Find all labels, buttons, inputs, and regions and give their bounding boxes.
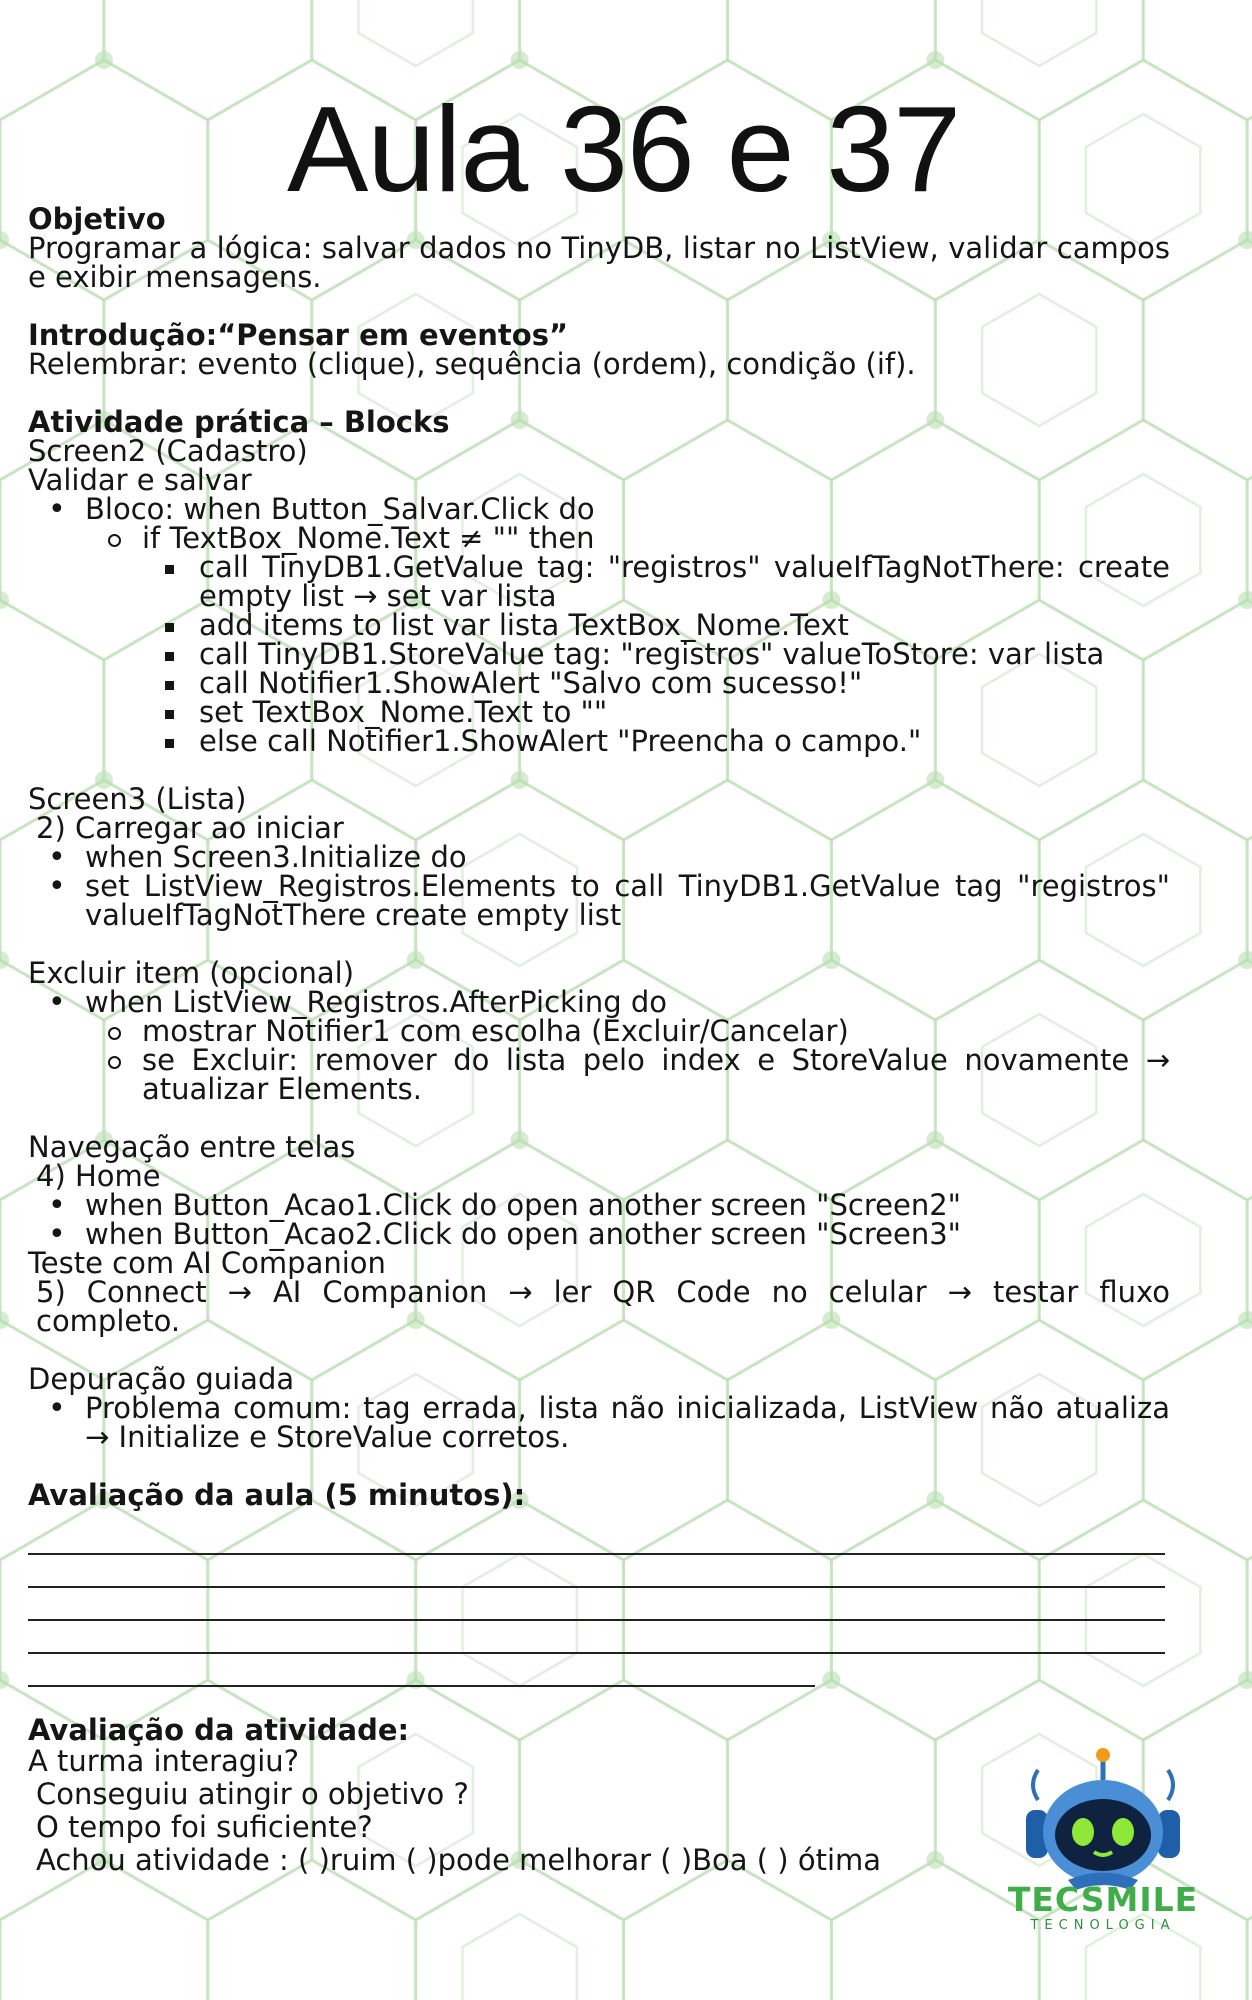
list-item: • when Button_Acao1.Click do open another screen "Screen2" — [28, 1191, 1170, 1220]
objetivo-heading: Objetivo — [28, 202, 166, 236]
teste-heading: Teste com AI Companion — [28, 1246, 386, 1280]
avaliacao-line: A turma interagiu? — [28, 1744, 300, 1778]
screen3-heading: Screen3 (Lista) — [28, 782, 247, 816]
atividade-heading: Atividade prática – Blocks — [28, 405, 450, 439]
avaliacao-aula-heading: Avaliação da aula (5 minutos): — [28, 1478, 526, 1512]
logo-name: TECSMILE — [1007, 1880, 1199, 1919]
validar-label: Validar e salvar — [28, 463, 252, 497]
list-item: • Problema comum: tag errada, lista não inicializada, ListView não atualiza → Initialize e StoreValue corretos. — [28, 1394, 1170, 1452]
lesson-content — [28, 202, 1170, 1877]
answer-lines — [28, 1522, 1170, 1687]
page-title: Aula 36 e 37 — [287, 81, 961, 217]
excluir-heading: Excluir item (opcional) — [28, 956, 355, 990]
answer-line[interactable] — [28, 1555, 1165, 1588]
answer-line[interactable] — [28, 1621, 1165, 1654]
depuracao-list — [28, 1391, 1170, 1454]
list-item: add items to list var lista TextBox_Nome.Text — [28, 611, 1170, 640]
answer-line[interactable] — [28, 1522, 1165, 1555]
introducao-heading: Introdução:“Pensar em eventos” — [28, 318, 569, 352]
answer-line[interactable] — [28, 1654, 815, 1687]
list-item: call Notifier1.ShowAlert "Salvo com sucesso!" — [28, 669, 1170, 698]
atividade-list — [28, 492, 1170, 758]
avaliacao-line: O tempo foi suficiente? — [36, 1810, 373, 1844]
depuracao-heading: Depuração guiada — [28, 1362, 295, 1396]
logo-tagline: TECNOLOGIA — [1030, 1918, 1176, 1933]
list-item: • when Button_Acao2.Click do open another screen "Screen3" — [28, 1220, 1170, 1249]
list-item: • Bloco: when Button_Salvar.Click do — [28, 495, 1170, 524]
excluir-list — [28, 985, 1170, 1106]
list-item: • when Screen3.Initialize do — [28, 843, 1170, 872]
navegacao-heading: Navegação entre telas — [28, 1130, 356, 1164]
list-item: else call Notifier1.ShowAlert "Preencha o campo." — [28, 727, 1170, 756]
avaliacao-line: Achou atividade : ( )ruim ( )pode melhorar ( )Boa ( ) ótima — [36, 1843, 882, 1877]
list-item: mostrar Notifier1 com escolha (Excluir/Cancelar) — [28, 1017, 1170, 1046]
list-item: se Excluir: remover do lista pelo index e StoreValue novamente → atualizar Elements. — [28, 1046, 1170, 1104]
avaliacao-atividade-heading: Avaliação da atividade: — [28, 1713, 410, 1747]
objetivo-text: Programar a lógica: salvar dados no TinyDB, listar no ListView, validar campos e exibir mensagens. — [28, 231, 1170, 294]
screen3-sub: 2) Carregar ao iniciar — [36, 811, 344, 845]
list-item: • when ListView_Registros.AfterPicking do — [28, 988, 1170, 1017]
answer-line[interactable] — [28, 1588, 1165, 1621]
list-item: call TinyDB1.GetValue tag: "registros" valueIfTagNotThere: create empty list → set var lista — [28, 553, 1170, 611]
list-item: if TextBox_Nome.Text ≠ "" then — [28, 524, 1170, 553]
navegacao-list — [28, 1188, 1170, 1251]
introducao-text: Relembrar: evento (clique), sequência (ordem), condição (if). — [28, 347, 916, 381]
screen2-label: Screen2 (Cadastro) — [28, 434, 308, 468]
list-item: • set ListView_Registros.Elements to call TinyDB1.GetValue tag "registros" valueIfTagNotThere create empty list — [28, 872, 1170, 930]
list-item: call TinyDB1.StoreValue tag: "registros" valueToStore: var lista — [28, 640, 1170, 669]
navegacao-sub: 4) Home — [36, 1159, 161, 1193]
screen3-list — [28, 840, 1170, 932]
list-item: set TextBox_Nome.Text to "" — [28, 698, 1170, 727]
teste-text: 5) Connect → AI Companion → ler QR Code no celular → testar fluxo completo. — [36, 1275, 1170, 1338]
avaliacao-line: Conseguiu atingir o objetivo ? — [36, 1777, 469, 1811]
